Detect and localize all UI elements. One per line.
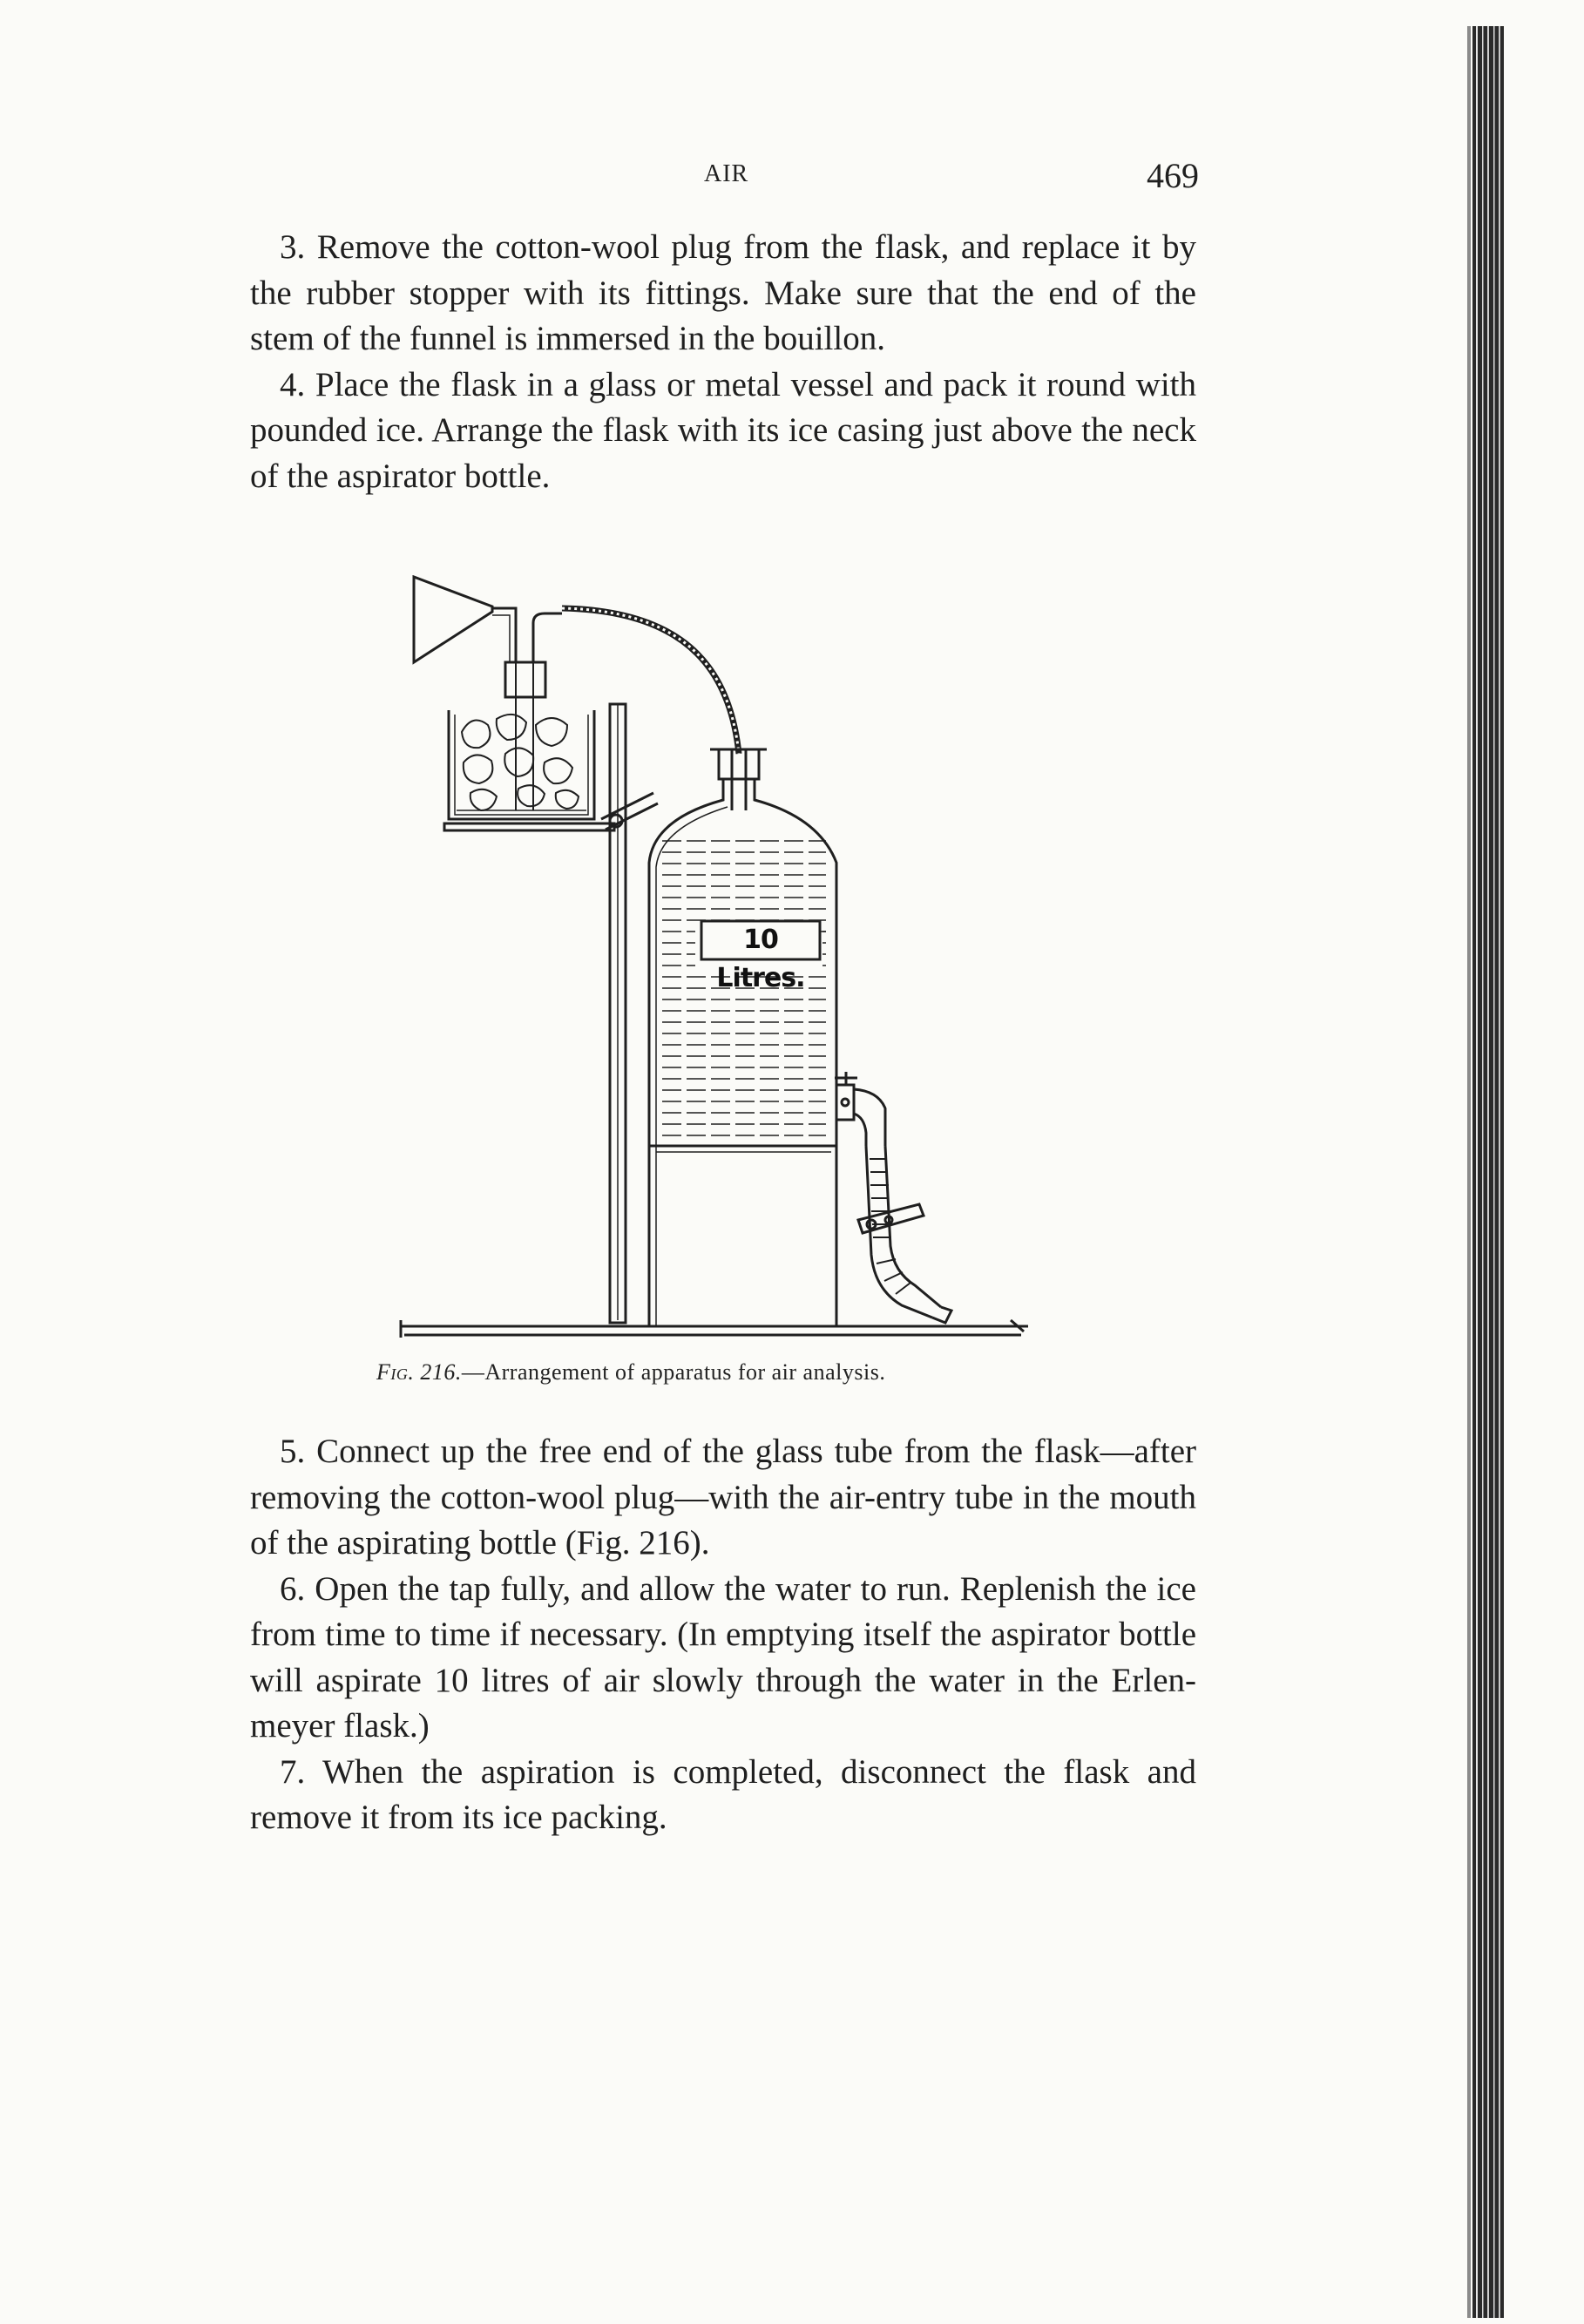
running-head [0,155,1464,199]
apparatus-illustration [366,575,1063,1359]
base-board [401,1320,1028,1338]
text-block-upper [250,225,1196,499]
figure-caption-text: —Arrangement of apparatus for air analysis. [461,1359,886,1385]
figure-216-apparatus [366,575,1063,1359]
paragraph-step-7: 7. When the aspiration is completed, disconnect the flask and remove it from its ice packing. [250,1752,1196,1836]
binding-edge-lines [1467,26,1509,2318]
tap [835,1072,885,1146]
paragraph-step-4: 4. Place the flask in a glass or metal vessel and pack it round with pounded ice. Arrange the flask with its ice casing just above the neck of the aspirator bottle. [250,365,1196,495]
page-number: 469 [1147,156,1199,195]
text-block-lower [250,1429,1196,1841]
ice-vessel [449,710,594,819]
ice-vessel-shelf [444,823,614,830]
outlet-tubing [866,1146,951,1323]
funnel [414,577,516,662]
aspirator-bottle [649,779,836,1326]
paragraph-step-3: 3. Remove the cotton-wool plug from the flask, and replace it by the rubber stopper with its fittings. Make sure that the end of the stem of the funnel is immersed in the bouillon. [250,228,1196,357]
bottle-label-10-litres: 10 Litres. [716,925,805,993]
book-binding-edge [1467,26,1509,2318]
figure-caption-label: Fig. 216. [376,1359,462,1385]
connecting-tube [533,608,739,754]
retort-stand [610,704,626,1323]
paragraph-step-5: 5. Connect up the free end of the glass tube from the flask—after removing the cotton-wool plug—with the air-entry tube in the mouth of the aspirating bottle (Fig. 216). [250,1433,1196,1562]
paragraph-step-6: 6. Open the tap fully, and allow the water to run. Replenish the ice from time to time if necessary. (In emptying itself the aspirator bottle will aspirate 10 litres of air slowly through the water in the Erlen-meyer flask.) [250,1569,1196,1745]
figure-caption [376,1359,1161,1386]
running-head-title: AIR [704,160,749,187]
